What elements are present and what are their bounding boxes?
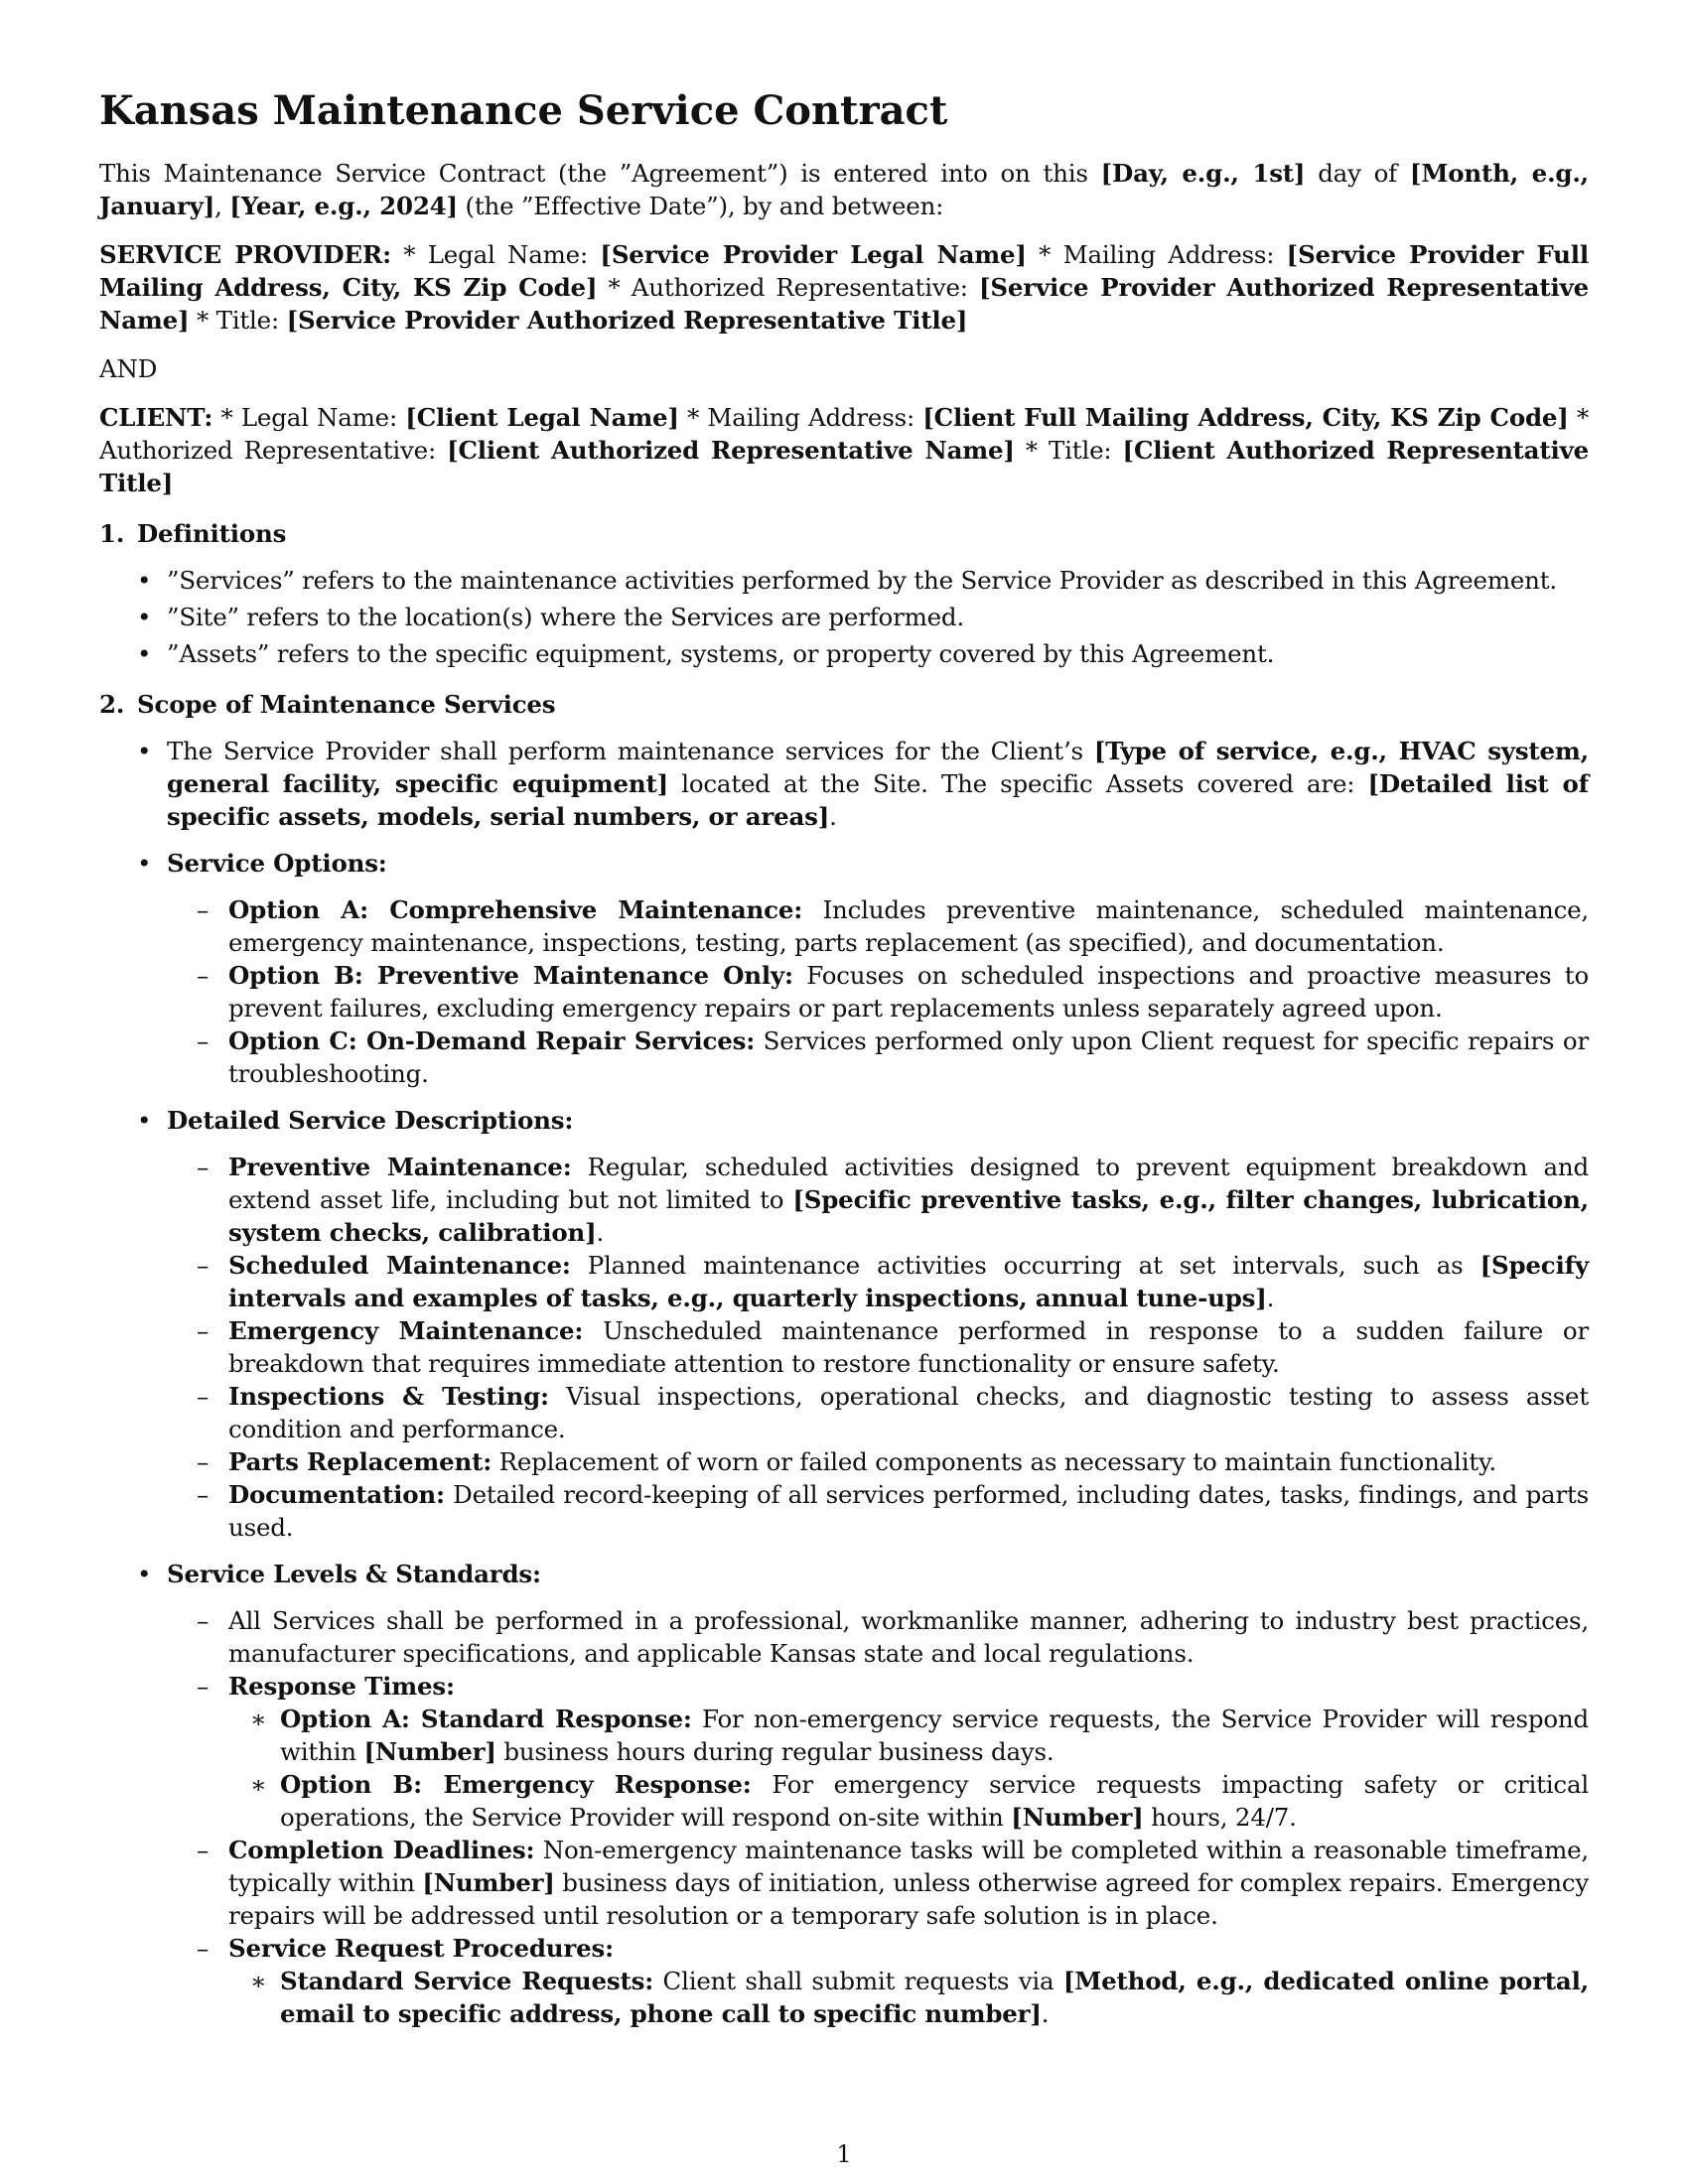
- section-heading-definitions: [99, 517, 1589, 550]
- item-label: Completion Deadlines:: [228, 1836, 535, 1864]
- and-separator: AND: [99, 354, 158, 383]
- list-item: – All Services shall be performed in a professional, workmanlike manner, adhering to industry best practices, manufacturer specifications, and applicable Kansas state and local regulations.: [228, 1604, 1589, 1670]
- text: Client shall submit requests via: [653, 1967, 1063, 1995]
- text: For non-emergency service requests, the Service Provider will respond within: [280, 1705, 1589, 1766]
- sub-heading: Detailed Service Descriptions:: [167, 1106, 574, 1135]
- intro-text: This Maintenance Service Contract (the ”Agreement”) is entered into on this: [99, 159, 1101, 188]
- service-provider-block: [99, 238, 1589, 337]
- provider-address-placeholder: [Service Provider Full Mailing Address, City, KS Zip Code]: [99, 240, 1589, 302]
- text: hours, 24/7.: [1143, 1803, 1297, 1832]
- field-label: * Authorized Representative:: [99, 403, 1590, 465]
- item-label: Inspections & Testing:: [228, 1382, 549, 1411]
- preventive-tasks-placeholder: [Specific preventive tasks, e.g., filter changes, lubrication, system checks, calibration]: [228, 1185, 1589, 1247]
- client-address-placeholder: [Client Full Mailing Address, City, KS Zip Code]: [922, 403, 1569, 432]
- item-label: Emergency Maintenance:: [228, 1316, 584, 1345]
- item-label: Preventive Maintenance:: [228, 1153, 572, 1181]
- text: The Service Provider shall perform maintenance services for the Client’s: [167, 737, 1094, 765]
- section-title: Scope of Maintenance Services: [137, 690, 556, 719]
- field-label: * Mailing Address:: [678, 403, 923, 432]
- service-descriptions-list: [167, 1151, 1589, 1544]
- list-item: [228, 1024, 1589, 1090]
- list-item: [228, 893, 1589, 959]
- list-item: [228, 1380, 1589, 1445]
- intro-text: day of: [1305, 159, 1410, 188]
- section-number: 1.: [99, 519, 125, 548]
- intro-text: ,: [214, 192, 230, 220]
- request-procedures-list: [228, 1965, 1589, 2030]
- field-label: * Title:: [1014, 436, 1123, 465]
- number-placeholder: [Number]: [1011, 1803, 1144, 1832]
- text: business hours during regular business days.: [495, 1737, 1055, 1766]
- number-placeholder: [Number]: [363, 1737, 496, 1766]
- provider-rep-placeholder: [Service Provider Authorized Representative Name]: [99, 273, 1589, 335]
- sub-heading: Service Options:: [167, 849, 387, 878]
- list-item: [228, 1834, 1589, 1932]
- list-item: [228, 1249, 1589, 1314]
- list-item: [228, 1151, 1589, 1249]
- list-item: [280, 1768, 1589, 1834]
- service-options-list: [167, 893, 1589, 1090]
- text: Services performed only upon Client request for specific repairs or troubleshooting.: [228, 1026, 1589, 1088]
- text: Regular, scheduled activities designed to prevent equipment breakdown and extend asset life, including but not limited to: [228, 1153, 1589, 1214]
- item-label: Response Times:: [228, 1672, 455, 1701]
- text: business days of initiation, unless otherwise agreed for complex repairs. Emergency repairs will be addressed until resolution or a temporary safe solution is in place.: [228, 1868, 1589, 1930]
- text: For emergency service requests impacting safety or critical operations, the Service Provider will respond on-site within: [280, 1770, 1589, 1832]
- text: Detailed record-keeping of all services performed, including dates, tasks, findings, and parts used.: [228, 1480, 1589, 1542]
- document-title: Kansas Maintenance Service Contract: [99, 87, 948, 134]
- item-label: Option A: Comprehensive Maintenance:: [228, 895, 803, 924]
- text: located at the Site. The specific Assets covered are:: [667, 769, 1368, 798]
- section-heading-scope: [99, 688, 1589, 721]
- text: Replacement of worn or failed components as necessary to maintain functionality.: [492, 1447, 1496, 1476]
- item-label: Option B: Preventive Maintenance Only:: [228, 961, 793, 990]
- list-item: [280, 1965, 1589, 2030]
- section-number: 2.: [99, 690, 125, 719]
- item-label: Documentation:: [228, 1480, 445, 1509]
- text: Visual inspections, operational checks, and diagnostic testing to assess asset condition and performance.: [228, 1382, 1589, 1443]
- client-label: CLIENT:: [99, 403, 213, 432]
- list-item: [228, 1478, 1589, 1544]
- intro-paragraph: [99, 157, 1589, 222]
- service-levels-list: [167, 1604, 1589, 2030]
- field-label: * Legal Name:: [212, 403, 406, 432]
- list-item: [228, 1932, 1589, 2030]
- list-item: • ”Services” refers to the maintenance activities performed by the Service Provider as described in this Agreement.: [167, 564, 1589, 597]
- list-item: [167, 735, 1589, 833]
- item-label: Standard Service Requests:: [280, 1967, 654, 1995]
- provider-label: SERVICE PROVIDER:: [99, 240, 391, 269]
- client-rep-placeholder: [Client Authorized Representative Name]: [447, 436, 1015, 465]
- year-placeholder: [Year, e.g., 2024]: [229, 192, 458, 220]
- client-title-placeholder: [Client Authorized Representative Title]: [99, 436, 1589, 497]
- list-item: [228, 1314, 1589, 1380]
- list-item: [228, 1670, 1589, 1834]
- list-item-service-descriptions: [167, 1104, 1589, 1544]
- sub-heading: Service Levels & Standards:: [167, 1560, 541, 1588]
- text: .: [596, 1218, 605, 1247]
- text: Focuses on scheduled inspections and proactive measures to prevent failures, excluding emergency repairs or part replacements unless separately agreed upon.: [228, 961, 1589, 1023]
- client-block: [99, 401, 1589, 499]
- text: Unscheduled maintenance performed in response to a sudden failure or breakdown that requires immediate attention to restore functionality or ensure safety.: [228, 1316, 1589, 1378]
- item-label: Service Request Procedures:: [228, 1934, 614, 1963]
- list-item: [280, 1703, 1589, 1768]
- field-label: * Mailing Address:: [1026, 240, 1287, 269]
- client-legal-name-placeholder: [Client Legal Name]: [405, 403, 679, 432]
- item-label: Scheduled Maintenance:: [228, 1251, 571, 1280]
- number-placeholder: [Number]: [422, 1868, 555, 1897]
- list-item-service-options: [167, 847, 1589, 1090]
- list-item: [228, 959, 1589, 1024]
- item-label: Option A: Standard Response:: [280, 1705, 692, 1733]
- section-title: Definitions: [137, 519, 287, 548]
- list-item-service-levels: [167, 1558, 1589, 2030]
- day-placeholder: [Day, e.g., 1st]: [1100, 159, 1306, 188]
- item-label: Option B: Emergency Response:: [280, 1770, 752, 1799]
- assets-list-placeholder: [Detailed list of specific assets, models, serial numbers, or areas]: [167, 769, 1589, 831]
- item-label: Parts Replacement:: [228, 1447, 492, 1476]
- provider-legal-name-placeholder: [Service Provider Legal Name]: [600, 240, 1027, 269]
- text: Non-emergency maintenance tasks will be completed within a reasonable timeframe, typically within: [228, 1836, 1589, 1897]
- page-number: 1: [836, 2140, 852, 2168]
- document-page: [99, 85, 1589, 2042]
- list-item: [228, 1445, 1589, 1478]
- list-item: • ”Assets” refers to the specific equipment, systems, or property covered by this Agreement.: [167, 637, 1589, 670]
- intro-text: (the ”Effective Date”), by and between:: [457, 192, 944, 220]
- field-label: * Authorized Representative:: [597, 273, 980, 302]
- definitions-list: [99, 564, 1589, 670]
- text: .: [1266, 1284, 1275, 1312]
- response-times-list: [228, 1703, 1589, 1834]
- item-label: Option C: On-Demand Repair Services:: [228, 1026, 756, 1055]
- field-label: * Legal Name:: [390, 240, 601, 269]
- text: Planned maintenance activities occurring at set intervals, such as: [570, 1251, 1480, 1280]
- text: .: [1041, 1999, 1050, 2028]
- service-type-placeholder: [Type of service, e.g., HVAC system, general facility, specific equipment]: [167, 737, 1589, 798]
- scope-list: [99, 735, 1589, 2030]
- text: Includes preventive maintenance, scheduled maintenance, emergency maintenance, inspections, testing, parts replacement (as specified), and documentation.: [228, 895, 1589, 957]
- intervals-placeholder: [Specify intervals and examples of tasks, e.g., quarterly inspections, annual tune-ups]: [228, 1251, 1589, 1312]
- method-placeholder: [Method, e.g., dedicated online portal, email to specific address, phone call to specific number]: [280, 1967, 1590, 2028]
- field-label: * Title:: [189, 306, 287, 335]
- list-item: • ”Site” refers to the location(s) where the Services are performed.: [167, 601, 1589, 633]
- text: .: [829, 802, 837, 831]
- provider-title-placeholder: [Service Provider Authorized Representative Title]: [286, 306, 968, 335]
- month-placeholder: [Month, e.g., January]: [99, 159, 1589, 220]
